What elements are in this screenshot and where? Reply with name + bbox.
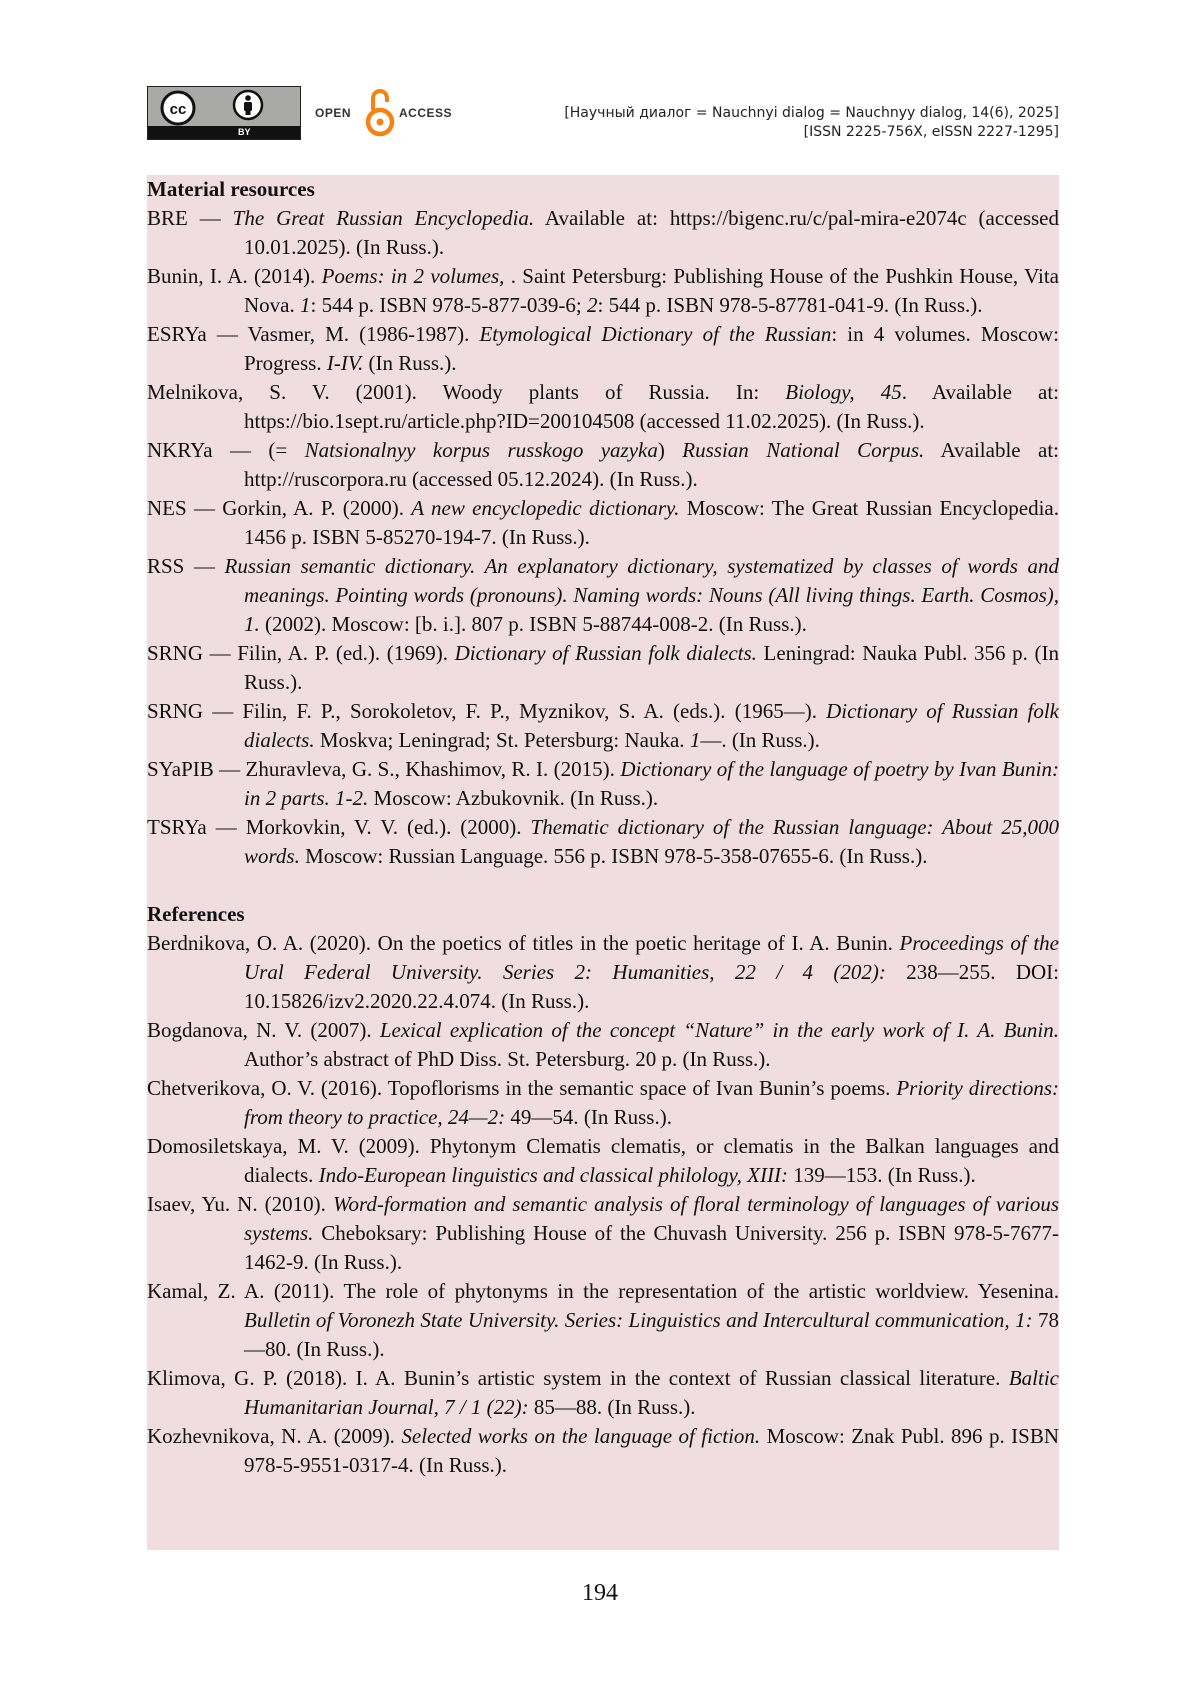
citation-title-text: Dictionary of Russian folk dialects. <box>454 641 757 665</box>
material-resource-entry <box>147 639 1059 697</box>
open-access-word-access: ACCESS <box>399 106 453 120</box>
page-number: 194 <box>582 1580 618 1606</box>
reference-entry <box>147 1190 1059 1277</box>
citation-text: 139—153. (In Russ.). <box>787 1163 976 1187</box>
bibliography-section <box>147 175 1059 1550</box>
page-header <box>147 86 1059 146</box>
citation-title-text: Thematic dictionary of the Russian language: About 25,000 words. <box>244 815 1059 868</box>
citation-text: 238—255. DOI: 10.15826/izv2.2020.22.4.074. (In Russ.). <box>244 960 1059 1013</box>
citation-text: —. (In Russ.). <box>700 728 820 752</box>
citation-text: Chetverikova, O. V. (2016). Topoflorisms in the semantic space of Ivan Bunin’s poems. <box>147 1076 897 1100</box>
journal-issn-line: [ISSN 2225-756X, eISSN 2227-1295] <box>803 124 1059 140</box>
citation-text: Moscow: Azbukovnik. (In Russ.). <box>368 786 659 810</box>
citation-text: Bogdanova, N. V. (2007). <box>147 1018 380 1042</box>
citation-text: RSS — <box>147 554 225 578</box>
attribution-icon <box>232 89 264 121</box>
citation-text: Kamal, Z. A. (2011). The role of phytonyms in the representation of the artistic worldview. Yesenina. <box>147 1279 1059 1303</box>
material-resource-entry <box>147 494 1059 552</box>
svg-text:cc: cc <box>169 101 187 118</box>
citation-text: SRNG — Filin, F. P., Sorokoletov, F. P., Myznikov, S. A. (eds.). (1965—). <box>147 699 827 723</box>
citation-title-text: A new encyclopedic dictionary. <box>411 496 680 520</box>
reference-entry <box>147 1364 1059 1422</box>
citation-title-text: Baltic Humanitarian Journal, 7 / 1 (22): <box>244 1366 1059 1419</box>
material-resource-entry <box>147 755 1059 813</box>
citation-text: . Saint Petersburg: Publishing House of the Pushkin House, Vita Nova. <box>244 264 1059 317</box>
open-access-word-open: OPEN <box>315 106 352 120</box>
citation-title-text: Word-formation and semantic analysis of floral terminology of languages of various systems. <box>244 1192 1060 1245</box>
material-resource-entry <box>147 697 1059 755</box>
citation-text: ESRYa — Vasmer, M. (1986-1987). <box>147 322 480 346</box>
citation-text: Domosiletskaya, M. V. (2009). Phytonym Clematis clematis, or clematis in the Balkan languages and dialects. <box>147 1134 1059 1187</box>
citation-title-text: Indo-European linguistics and classical philology, XIII: <box>318 1163 788 1187</box>
material-resources-heading: Material resources <box>147 177 315 201</box>
reference-entry <box>147 1422 1059 1480</box>
material-resource-entry <box>147 552 1059 639</box>
reference-entry <box>147 929 1059 1016</box>
citation-title-text: Selected works on the language of fiction. <box>401 1424 761 1448</box>
citation-text: Author’s abstract of PhD Diss. St. Petersburg. 20 p. (In Russ.). <box>244 1047 771 1071</box>
citation-title-text: Russian National Corpus. <box>682 438 925 462</box>
citation-title-text: 1 <box>300 293 311 317</box>
citation-title-text: Poems: in 2 volumes, <box>321 264 511 288</box>
citation-text: : 544 p. ISBN 978-5-877-039-6; <box>310 293 587 317</box>
reference-entry <box>147 1016 1059 1074</box>
material-resource-entry <box>147 262 1059 320</box>
cc-icon <box>160 90 196 126</box>
citation-title-text: Lexical explication of the concept “Nature” in the early work of I. A. Bunin. <box>379 1018 1060 1042</box>
citation-title-text: Dictionary of the language of poetry by Ivan Bunin: in 2 parts. 1-2. <box>244 757 1059 810</box>
citation-text: 49—54. (In Russ.). <box>505 1105 672 1129</box>
cc-by-label: BY <box>238 127 251 137</box>
citation-text: NES — Gorkin, A. P. (2000). <box>147 496 412 520</box>
reference-entry <box>147 1132 1059 1190</box>
citation-text: BRE — <box>147 206 233 230</box>
citation-text: ) <box>657 438 683 462</box>
citation-text: (In Russ.). <box>363 351 457 375</box>
citation-text: Moskva; Leningrad; St. Petersburg: Nauka. <box>314 728 690 752</box>
citation-text: TSRYa — Morkovkin, V. V. (ed.). (2000). <box>147 815 531 839</box>
citation-title-text: Dictionary of Russian folk dialects. <box>244 699 1059 752</box>
citation-text: Available at: https://bigenc.ru/c/pal-mira-e2074c (accessed 10.01.2025). (In Russ.). <box>244 206 1059 259</box>
cc-by-license-badge[interactable] <box>147 86 301 140</box>
citation-text: (2002). Moscow: [b. i.]. 807 p. ISBN 5-88744-008-2. (In Russ.). <box>259 612 807 636</box>
citation-text: Berdnikova, O. A. (2020). On the poetics of titles in the poetic heritage of I. A. Bunin. <box>147 931 900 955</box>
reference-entry <box>147 1074 1059 1132</box>
citation-text: Cheboksary: Publishing House of the Chuvash University. 256 p. ISBN 978-5-7677-1462-9. (In Russ.). <box>244 1221 1059 1274</box>
citation-title-text: The Great Russian Encyclopedia. <box>232 206 535 230</box>
citation-title-text: 1 <box>689 728 701 752</box>
citation-text: Moscow: The Great Russian Encyclopedia. 1456 p. ISBN 5-85270-194-7. (In Russ.). <box>244 496 1059 549</box>
citation-text: NKRYa — (= <box>147 438 305 462</box>
references-heading: References <box>147 902 245 926</box>
references-list <box>147 929 1059 1480</box>
journal-title-line: [Научный диалог = Nauchnyi dialog = Nauchnyy dialog, 14(6), 2025] <box>564 105 1059 121</box>
material-resource-entry <box>147 378 1059 436</box>
citation-title-text: 2 <box>587 293 598 317</box>
journal-citation <box>564 104 1059 142</box>
citation-text: . Available at: https://bio.1sept.ru/article.php?ID=200104508 (accessed 11.02.2025). (In Russ.). <box>244 380 1059 433</box>
citation-title-text: Etymological Dictionary of the Russian <box>479 322 832 346</box>
open-access-lock-icon <box>365 86 395 140</box>
citation-text: : 544 p. ISBN 978-5-87781-041-9. (In Russ.). <box>597 293 983 317</box>
reference-entry <box>147 1277 1059 1364</box>
open-access-logo <box>315 86 455 140</box>
citation-title-text: Russian semantic dictionary. An explanatory dictionary, systematized by classes of words and meanings. Pointing words (pronouns). Naming words: Nouns (All living things. Earth. Cosmos), 1. <box>224 554 1059 636</box>
citation-text: Moscow: Znak Publ. 896 p. ISBN 978-5-9551-0317-4. (In Russ.). <box>244 1424 1059 1477</box>
citation-text: Klimova, G. P. (2018). I. A. Bunin’s artistic system in the context of Russian classical literature. <box>147 1366 1009 1390</box>
material-resource-entry <box>147 813 1059 871</box>
citation-text: 85—88. (In Russ.). <box>528 1395 696 1419</box>
citation-text: Leningrad: Nauka Publ. 356 p. (In Russ.). <box>244 641 1059 694</box>
citation-text: SRNG — Filin, A. P. (ed.). (1969). <box>147 641 455 665</box>
citation-title-text: I-IV. <box>326 351 364 375</box>
citation-title-text: Biology, 45 <box>785 380 902 404</box>
material-resource-entry <box>147 320 1059 378</box>
material-resource-entry <box>147 204 1059 262</box>
citation-title-text: Proceedings of the Ural Federal University. Series 2: Humanities, 22 / 4 (202): <box>244 931 1059 984</box>
citation-text: SYaPIB — Zhuravleva, G. S., Khashimov, R. I. (2015). <box>147 757 621 781</box>
citation-text: Isaev, Yu. N. (2010). <box>147 1192 333 1216</box>
citation-text: Moscow: Russian Language. 556 p. ISBN 978-5-358-07655-6. (In Russ.). <box>299 844 928 868</box>
material-resource-entry <box>147 436 1059 494</box>
cc-badge-strip <box>148 126 300 139</box>
citation-title-text: Priority directions: from theory to practice, 24—2: <box>244 1076 1059 1129</box>
material-resources-list <box>147 204 1059 871</box>
citation-title-text: Natsionalnyy korpus russkogo yazyka <box>304 438 658 462</box>
citation-text: Available at: http://ruscorpora.ru (accessed 05.12.2024). (In Russ.). <box>244 438 1060 491</box>
citation-text: : in 4 volumes. Moscow: Progress. <box>244 322 1060 375</box>
section-spacer <box>147 871 1059 900</box>
citation-text: 78—80. (In Russ.). <box>244 1308 1059 1361</box>
citation-title-text: Bulletin of Voronezh State University. Series: Linguistics and Intercultural communication, 1: <box>244 1308 1033 1332</box>
citation-text: Kozhevnikova, N. A. (2009). <box>147 1424 402 1448</box>
citation-text: Bunin, I. A. (2014). <box>147 264 322 288</box>
citation-text: Melnikova, S. V. (2001). Woody plants of Russia. In: <box>147 380 786 404</box>
